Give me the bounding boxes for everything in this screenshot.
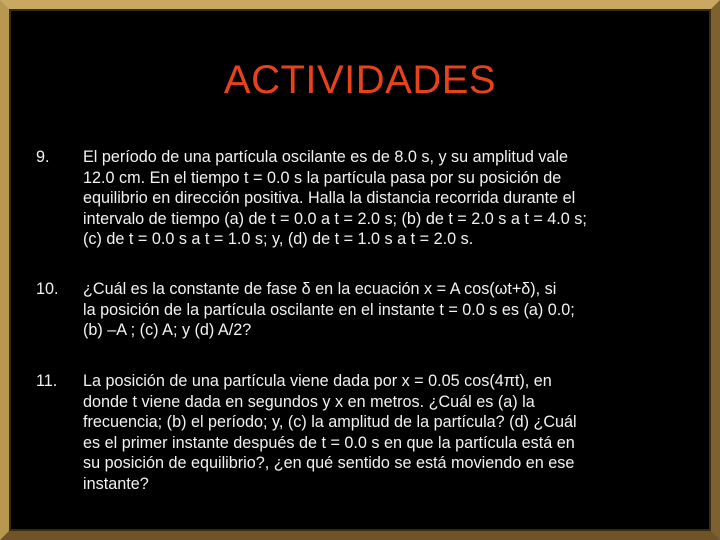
- activity-line: (b) –A ; (c) A; y (d) A/2?: [83, 321, 252, 340]
- slide-title: ACTIVIDADES: [223, 58, 497, 102]
- activity-text: [83, 279, 698, 341]
- activity-item-10: [36, 279, 696, 343]
- activity-line: (c) de t = 0.0 s a t = 1.0 s; y, (d) de t = 1.0 s a t = 2.0 s.: [83, 230, 474, 249]
- activity-line: equilibrio en dirección positiva. Halla la distancia recorrida durante el: [83, 189, 576, 208]
- activity-text: [83, 147, 698, 250]
- activity-text: [83, 371, 698, 495]
- activity-line: ¿Cuál es la constante de fase δ en la ecuación x = A cos(ωt+δ), si: [83, 280, 557, 298]
- activity-line: es el primer instante después de t = 0.0 s en que la partícula está en: [83, 433, 575, 452]
- activity-line: instante?: [83, 474, 149, 493]
- activity-line: La posición de una partícula viene dada por x = 0.05 cos(4πt), en: [83, 372, 552, 390]
- activity-line: frecuencia; (b) el período; y, (c) la amplitud de la partícula? (d) ¿Cuál: [83, 413, 577, 432]
- activity-item-11: [36, 371, 696, 495]
- activity-line: 12.0 cm. En el tiempo t = 0.0 s la partícula pasa por su posición de: [83, 168, 562, 187]
- activity-line: El período de una partícula oscilante es de 8.0 s, y su amplitud vale: [83, 148, 569, 166]
- activity-number: 9.: [36, 148, 50, 166]
- activity-number: 10.: [36, 280, 59, 298]
- activity-line: donde t viene dada en segundos y x en metros. ¿Cuál es (a) la: [83, 392, 535, 411]
- activity-line: la posición de la partícula oscilante en el instante t = 0.0 s es (a) 0.0;: [83, 300, 575, 319]
- activity-number: 11.: [36, 372, 58, 390]
- activity-item-9: [36, 147, 696, 251]
- activity-line: su posición de equilibrio?, ¿en qué sentido se está moviendo en ese: [83, 454, 575, 473]
- activity-line: intervalo de tiempo (a) de t = 0.0 a t = 2.0 s; (b) de t = 2.0 s a t = 4.0 s;: [83, 209, 587, 228]
